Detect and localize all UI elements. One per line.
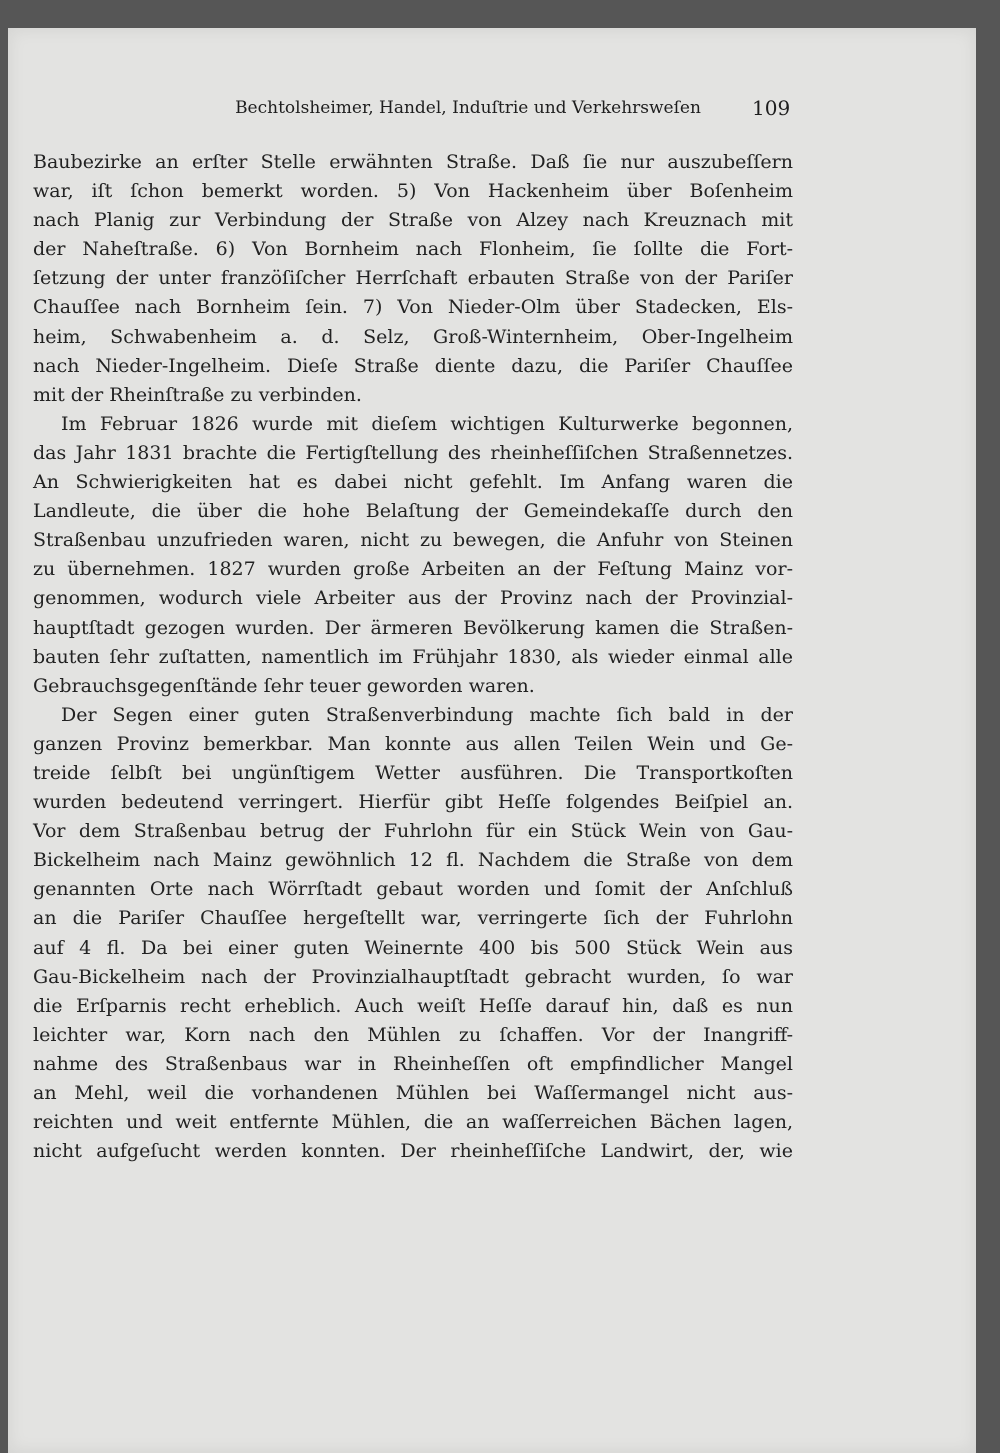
text-line: Gebrauchsgegenſtände ſehr teuer geworden waren. (33, 674, 535, 697)
text-line: nicht aufgeſucht werden konnten. Der rheinheſſiſche Landwirt, der, wie (33, 1140, 793, 1163)
text-line: war, iſt ſchon bemerkt worden. 5) Von Hackenheim über Boſenheim (33, 180, 793, 203)
text-line: genommen, wodurch viele Arbeiter aus der Provinz nach der Provinzial- (33, 587, 793, 610)
text-line: An Schwierigkeiten hat es dabei nicht gefehlt. Im Anfang waren die (33, 471, 793, 494)
text-line: das Jahr 1831 brachte die Fertigſtellung des rheinheſſiſchen Straßennetzes. (33, 441, 793, 464)
text-line: leichter war, Korn nach den Mühlen zu ſchaffen. Vor der Inangriff- (33, 1023, 793, 1046)
text-line: Chauſſee nach Bornheim ſein. 7) Von Nieder-Olm über Stadecken, Els- (33, 296, 793, 319)
text-line: Gau-Bickelheim nach der Provinzialhauptſtadt gebracht wurden, ſo war (33, 965, 793, 988)
book-page (8, 28, 976, 1453)
text-line: wurden bedeutend verringert. Hierfür gibt Heſſe folgendes Beiſpiel an. (33, 791, 793, 814)
paragraph (33, 410, 793, 701)
text-line: auf 4 fl. Da bei einer guten Weinernte 400 bis 500 Stück Wein aus (33, 936, 793, 959)
text-line: der Naheſtraße. 6) Von Bornheim nach Flonheim, ſie ſollte die Fort- (33, 238, 793, 261)
text-line: an die Pariſer Chauſſee hergeſtellt war, verringerte ſich der Fuhrlohn (33, 907, 793, 930)
text-line: Im Februar 1826 wurde mit dieſem wichtigen Kulturwerke begonnen, (61, 412, 793, 435)
text-line: nach Planig zur Verbindung der Straße von Alzey nach Kreuznach mit (33, 209, 793, 232)
text-line: ganzen Provinz bemerkbar. Man konnte aus allen Teilen Wein und Ge- (33, 732, 793, 755)
text-line: nahme des Straßenbaus war in Rheinheſſen oft empfindlicher Mangel (33, 1052, 793, 1075)
paragraph (33, 701, 793, 1167)
text-line: Bickelheim nach Mainz gewöhnlich 12 fl. Nachdem die Straße von dem (33, 849, 793, 872)
text-line: reichten und weit entfernte Mühlen, die an waſſerreichen Bächen lagen, (33, 1111, 793, 1134)
text-line: genannten Orte nach Wörrſtadt gebaut worden und ſomit der Anſchluß (33, 878, 793, 901)
text-line: Der Segen einer guten Straßenverbindung machte ſich bald in der (61, 703, 793, 726)
text-line: Straßenbau unzufrieden waren, nicht zu bewegen, die Anfuhr von Steinen (33, 529, 793, 552)
text-line: Landleute, die über die hohe Belaſtung der Gemeindekaſſe durch den (33, 500, 793, 523)
text-line: hauptſtadt gezogen wurden. Der ärmeren Bevölkerung kamen die Straßen- (33, 616, 793, 639)
paragraph (33, 148, 793, 410)
text-line: Baubezirke an erſter Stelle erwähnten Straße. Daß ſie nur auszubeſſern (33, 151, 793, 173)
text-line: treide ſelbſt bei ungünſtigem Wetter ausführen. Die Transportkoſten (33, 761, 793, 784)
text-line: an Mehl, weil die vorhandenen Mühlen bei Waſſermangel nicht aus- (33, 1082, 793, 1104)
text-line: zu übernehmen. 1827 wurden große Arbeiten an der Feſtung Mainz vor- (33, 558, 793, 581)
text-line: heim, Schwabenheim a. d. Selz, Groß-Winternheim, Ober-Ingelheim (33, 325, 793, 348)
text-line: mit der Rheinſtraße zu verbinden. (33, 383, 362, 406)
text-line: bauten ſehr zuſtatten, namentlich im Frühjahr 1830, als wieder einmal alle (33, 645, 793, 668)
text-line: ſetzung der unter franzöſiſcher Herrſchaft erbauten Straße von der Pariſer (33, 267, 793, 290)
text-line: nach Nieder-Ingelheim. Dieſe Straße diente dazu, die Pariſer Chauſſee (33, 354, 793, 377)
running-title: Bechtolsheimer, Handel, Induſtrie und Verkehrsweſen (235, 98, 701, 118)
text-line: die Erſparnis recht erheblich. Auch weiſt Heſſe darauf hin, daß es nun (33, 994, 793, 1017)
page-number: 109 (752, 96, 791, 120)
body-text (33, 148, 793, 1166)
text-line: Vor dem Straßenbau betrug der Fuhrlohn für ein Stück Wein von Gau- (33, 820, 793, 843)
